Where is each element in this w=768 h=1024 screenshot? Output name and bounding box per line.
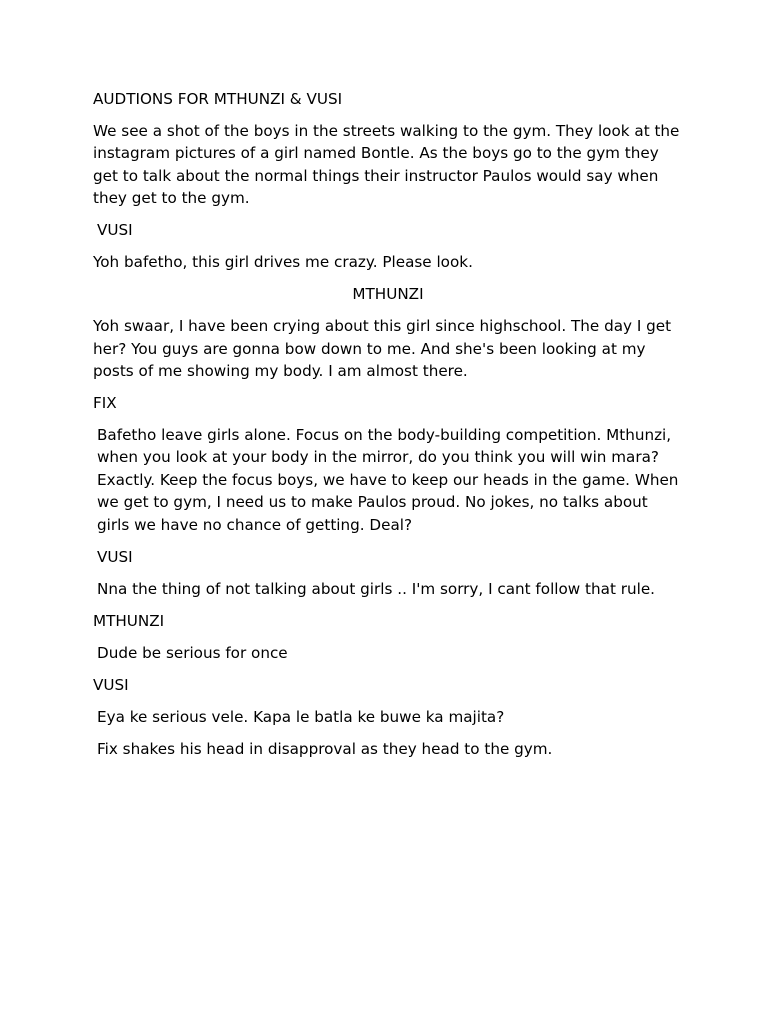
dialogue-line: Nna the thing of not talking about girls .. I'm sorry, I cant follow that rule.: [97, 579, 655, 598]
dialogue-line: Bafetho leave girls alone. Focus on the body-building competition. Mthunzi, when you look at your body in the mirror, do you think you will win mara? Exactly. Keep the focus boys, we have to keep our heads in the game. When we get to gym, I need us to make Paulos proud. No jokes, no talks about girls we have no chance of getting. Deal?: [97, 426, 679, 534]
dialogue-line: Eya ke serious vele. Kapa le batla ke buwe ka majita?: [97, 707, 505, 726]
closing-action: Fix shakes his head in disapproval as they head to the gym.: [97, 739, 553, 758]
dialogue-line: Yoh bafetho, this girl drives me crazy. Please look.: [93, 253, 473, 272]
speaker-name: MTHUNZI: [93, 611, 165, 630]
speaker-name: VUSI: [97, 547, 133, 566]
dialogue-line: Dude be serious for once: [97, 643, 288, 662]
speaker-name: FIX: [93, 394, 117, 413]
script-content: [93, 88, 683, 770]
speaker-name: VUSI: [97, 221, 133, 240]
speaker-name: VUSI: [93, 675, 129, 694]
speaker-name: MTHUNZI: [352, 285, 424, 304]
script-title: AUDTIONS FOR MTHUNZI & VUSI: [93, 90, 343, 108]
scene-description: We see a shot of the boys in the streets walking to the gym. They look at the instagram pictures of a girl named Bontle. As the boys go to the gym they get to talk about the normal things their instructor Paulos would say when they get to the gym.: [93, 122, 680, 208]
dialogue-line: Yoh swaar, I have been crying about this girl since highschool. The day I get her? You guys are gonna bow down to me. And she's been looking at my posts of me showing my body. I am almost there.: [93, 317, 672, 381]
